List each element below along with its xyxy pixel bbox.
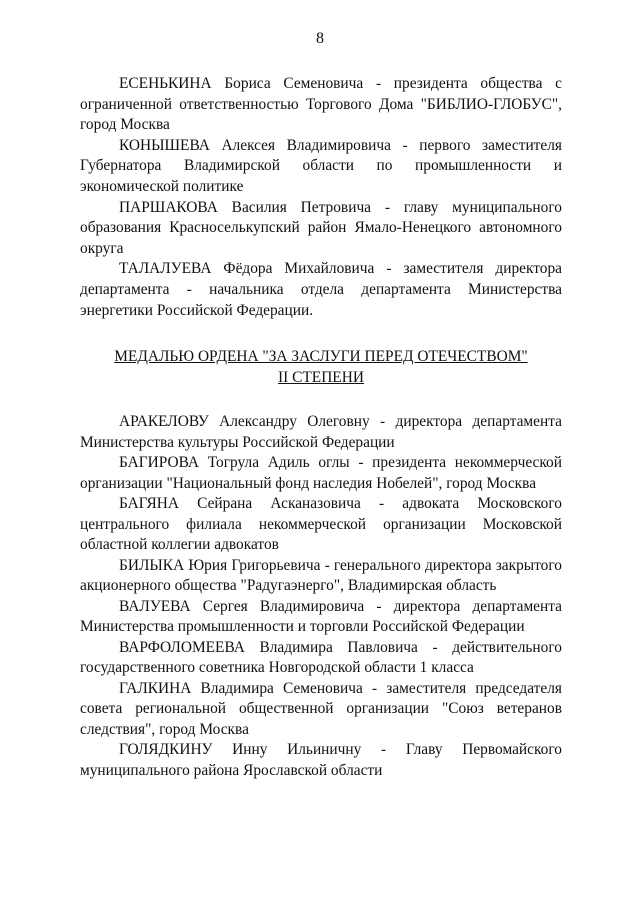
- awardee-entry: ВАЛУЕВА Сергея Владимировича - директора департамента Министерства промышленности и торговли Российской Федерации: [80, 597, 562, 636]
- section-heading: [80, 347, 562, 388]
- awardee-entry: БАГЯНА Сейрана Асканазовича - адвоката Московского центрального филиала некоммерческой организации Московской областной коллегии адвокатов: [80, 495, 562, 554]
- awardee-entry: АРАКЕЛОВУ Александру Олеговну - директора департамента Министерства культуры Российской Федерации: [80, 413, 562, 451]
- section-heading-line-2: II СТЕПЕНИ: [278, 368, 364, 386]
- awardee-entry: КОНЫШЕВА Алексея Владимировича - первого заместителя Губернатора Владимирской области по промышленности и экономической политике: [80, 136, 562, 195]
- awardee-entry: ВАРФОЛОМЕЕВА Владимира Павловича - действительного государственного советника Новгородской области 1 класса: [80, 638, 562, 677]
- awardee-entry: ГОЛЯДКИНУ Инну Ильиничну - Главу Первомайского муниципального района Ярославской области: [80, 741, 562, 779]
- awardee-entry: БАГИРОВА Тогрула Адиль оглы - президента некоммерческой организации "Национальный фонд наследия Нобелей", город Москва: [80, 454, 562, 492]
- awardees-list-medal: [80, 412, 562, 781]
- document-body: [80, 74, 562, 781]
- awardee-entry: ТАЛАЛУЕВА Фёдора Михайловича - заместителя директора департамента - начальника отдела департамента Министерства энергетики Российской Федерации.: [80, 260, 562, 319]
- section-heading-line-1: МЕДАЛЬЮ ОРДЕНА "ЗА ЗАСЛУГИ ПЕРЕД ОТЕЧЕСТВОМ": [114, 348, 528, 366]
- awardees-list-top: [80, 74, 562, 321]
- awardee-entry: ЕСЕНЬКИНА Бориса Семеновича - президента общества с ограниченной ответственностью Торгового Дома "БИБЛИО-ГЛОБУС", город Москва: [80, 75, 562, 134]
- awardee-entry: ПАРШАКОВА Василия Петровича - главу муниципального образования Красноселькупский район Ямало-Ненецкого автономного округа: [80, 198, 562, 257]
- page-number: 8: [316, 30, 324, 47]
- awardee-entry: ГАЛКИНА Владимира Семеновича - заместителя председателя совета региональной общественной организации "Союз ветеранов следствия", город Москва: [80, 679, 562, 738]
- awardee-entry: БИЛЫКА Юрия Григорьевича - генерального директора закрытого акционерного общества "Радугаэнерго", Владимирская область: [80, 556, 562, 595]
